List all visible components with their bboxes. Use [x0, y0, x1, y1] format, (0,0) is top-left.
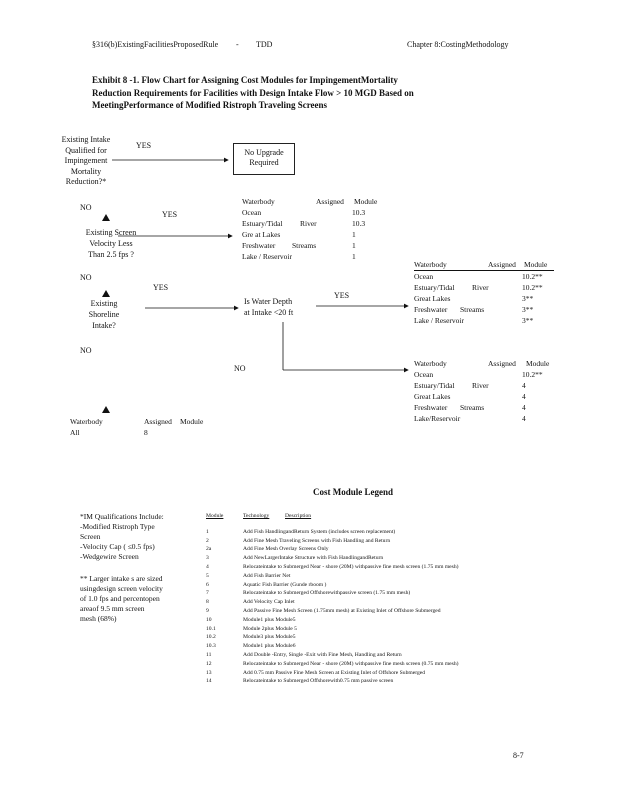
cost-module-legend-table	[206, 512, 546, 686]
legend-module-description: Add Double -Entry, Single -Exit with Fine Mesh, Handling and Return	[243, 651, 402, 658]
legend-row	[206, 669, 546, 678]
legend-module-number: 8	[206, 599, 209, 606]
legend-module-description: Relocateintake to Submerged Near - shore (20M) withpassive fine mesh screen (1.75 mm mesh)	[243, 563, 459, 570]
legend-module-description: Relocateintake to Submerged Near - shore (20M) withpassive fine mesh screen (0.75 mm mesh)	[243, 660, 459, 667]
legend-row	[206, 563, 546, 572]
table-d: Waterbody Assigned Module All 8	[70, 417, 204, 437]
legend-module-number: 10	[206, 616, 212, 623]
legend-module-number: 7	[206, 590, 209, 597]
legend-module-description: Add Velocity Cap Inlet	[243, 599, 295, 606]
table-c: Waterbody Assigned Module Ocean 10.2** Estuary/Tidal River 4 Great Lakes 4 Freshwater Streams 4 Lake/Reservoir 4	[414, 359, 550, 423]
no-label-4: NO	[234, 364, 246, 373]
legend-module-description: Relocateintake to Submerged Offshorewith0.75 mm passive screen	[243, 678, 394, 685]
legend-module-number: 10.3	[206, 643, 216, 650]
yes-label-3: YES	[153, 283, 169, 292]
legend-row	[206, 589, 546, 598]
legend-module-number: 14	[206, 678, 212, 685]
legend-row	[206, 677, 546, 686]
legend-module-number: 13	[206, 669, 212, 676]
down-arrow-3	[102, 406, 110, 413]
legend-module-description: Add Passive Fine Mesh Screen (1.75mm mesh) at Existing Inlet of Offshore Submerged	[243, 607, 441, 614]
question-existing-intake-qualified: Existing Intake Qualified for Impingement Mortality Reduction?*	[61, 135, 111, 186]
legend-module-number: 10.1	[206, 625, 216, 632]
no-label-3: NO	[80, 346, 92, 355]
no-label-2: NO	[80, 273, 92, 282]
table-b: Waterbody Assigned Module Ocean 10.2** Estuary/Tidal River 10.2** Great Lakes 3** Freshwater Streams 3** Lake / Reservoir 3**	[414, 259, 554, 326]
legend-module-number: 12	[206, 660, 212, 667]
legend-row	[206, 545, 546, 554]
legend-module-description: Add NewLargerIntake Structure with Fish HandlingandReturn	[243, 555, 384, 562]
legend-module-number: 10.2	[206, 634, 216, 641]
exhibit-line-1: Exhibit 8 -1. Flow Chart for Assigning Cost Modules for ImpingementMortality	[92, 75, 398, 85]
table-a: Waterbody Assigned Module Ocean 10.3 Estuary/Tidal River 10.3 Gre at Lakes 1 Freshwater Streams 1 Lake / Reservoir 1	[242, 197, 378, 261]
question-water-depth: Is Water Depth at Intake <20 ft	[244, 297, 294, 317]
legend-row	[206, 651, 546, 660]
yes-label-1: YES	[136, 141, 152, 150]
larger-intakes-note: ** Larger intake s are sized usingdesign screen velocity of 1.0 fps and percentopen areaof 9.5 mm screen mesh (68%)	[80, 574, 163, 623]
legend-module-description: Add Fine Mesh Traveling Screens with Fish Handling and Return	[243, 537, 391, 544]
legend-module-description: Aquatic Fish Barrier (Gunde rboom )	[243, 581, 327, 588]
no-upgrade-box: No Upgrade Required	[233, 143, 295, 175]
legend-row	[206, 660, 546, 669]
question-screen-velocity: Existing Screen Velocity Less Than 2.5 fps ?	[85, 228, 137, 259]
legend-header-technology: Technology	[243, 513, 270, 519]
legend-title: Cost Module Legend	[313, 487, 394, 497]
legend-module-number: 6	[206, 581, 209, 588]
legend-row	[206, 642, 546, 651]
legend-module-description: Add Fish Barrier Net	[243, 572, 291, 579]
legend-row	[206, 598, 546, 607]
legend-row	[206, 528, 546, 537]
legend-module-description: Module1 plus Module5	[243, 616, 296, 623]
page-number: 8-7	[513, 751, 524, 760]
header-right: Chapter 8:CostingMethodology	[407, 40, 509, 49]
legend-module-number: 11	[206, 651, 212, 658]
no-label-1: NO	[80, 203, 92, 212]
legend-row	[206, 572, 546, 581]
legend-module-description: Relocateintake to Submerged Offshorewithpassive screen (1.75 mm mesh)	[243, 590, 411, 597]
legend-module-number: 2	[206, 537, 209, 544]
legend-module-number: 3	[206, 555, 209, 562]
legend-row	[206, 554, 546, 563]
legend-row	[206, 616, 546, 625]
legend-header-description: Description	[285, 513, 312, 519]
legend-module-number: 4	[206, 563, 209, 570]
yes-label-2: YES	[162, 210, 178, 219]
legend-module-number: 1	[206, 528, 209, 535]
header-dash: -	[236, 40, 239, 49]
legend-header-module: Module	[206, 513, 224, 519]
down-arrow-1	[102, 214, 110, 221]
legend-module-description: Add Fine Mesh Overlay Screens Only	[243, 546, 329, 553]
question-shoreline-intake: Existing Shoreline Intake?	[88, 299, 120, 330]
legend-module-number: 9	[206, 607, 209, 614]
legend-module-description: Module3 plus Module5	[243, 634, 296, 641]
legend-row	[206, 607, 546, 616]
legend-module-description: Add Fish HandlingandReturn System (includes screen replacement)	[243, 528, 396, 535]
header-mid: TDD	[256, 40, 273, 49]
exhibit-line-3: MeetingPerformance of Modified Ristroph Traveling Screens	[92, 100, 328, 110]
legend-module-description: Add 0.75 mm Passive Fine Mesh Screen at Existing Inlet of Offshore Submerged	[243, 669, 426, 676]
legend-module-description: Module 2plus Module 5	[243, 625, 297, 632]
legend-row	[206, 633, 546, 642]
im-qualifications-note: *IM Qualifications Include: -Modified Ristroph Type Screen -Velocity Cap ( ≤0.5 fps) -Wedgewire Screen	[80, 512, 164, 561]
down-arrow-2	[102, 290, 110, 297]
legend-module-number: 2a	[206, 546, 212, 553]
legend-row	[206, 625, 546, 634]
legend-row	[206, 581, 546, 590]
header-left: §316(b)ExistingFacilitiesProposedRule	[92, 40, 219, 49]
legend-module-number: 5	[206, 572, 209, 579]
exhibit-line-2: Reduction Requirements for Facilities with Design Intake Flow > 10 MGD Based on	[92, 87, 414, 98]
legend-module-description: Module1 plus Module6	[243, 643, 296, 650]
yes-label-4: YES	[334, 291, 350, 300]
legend-row	[206, 537, 546, 546]
